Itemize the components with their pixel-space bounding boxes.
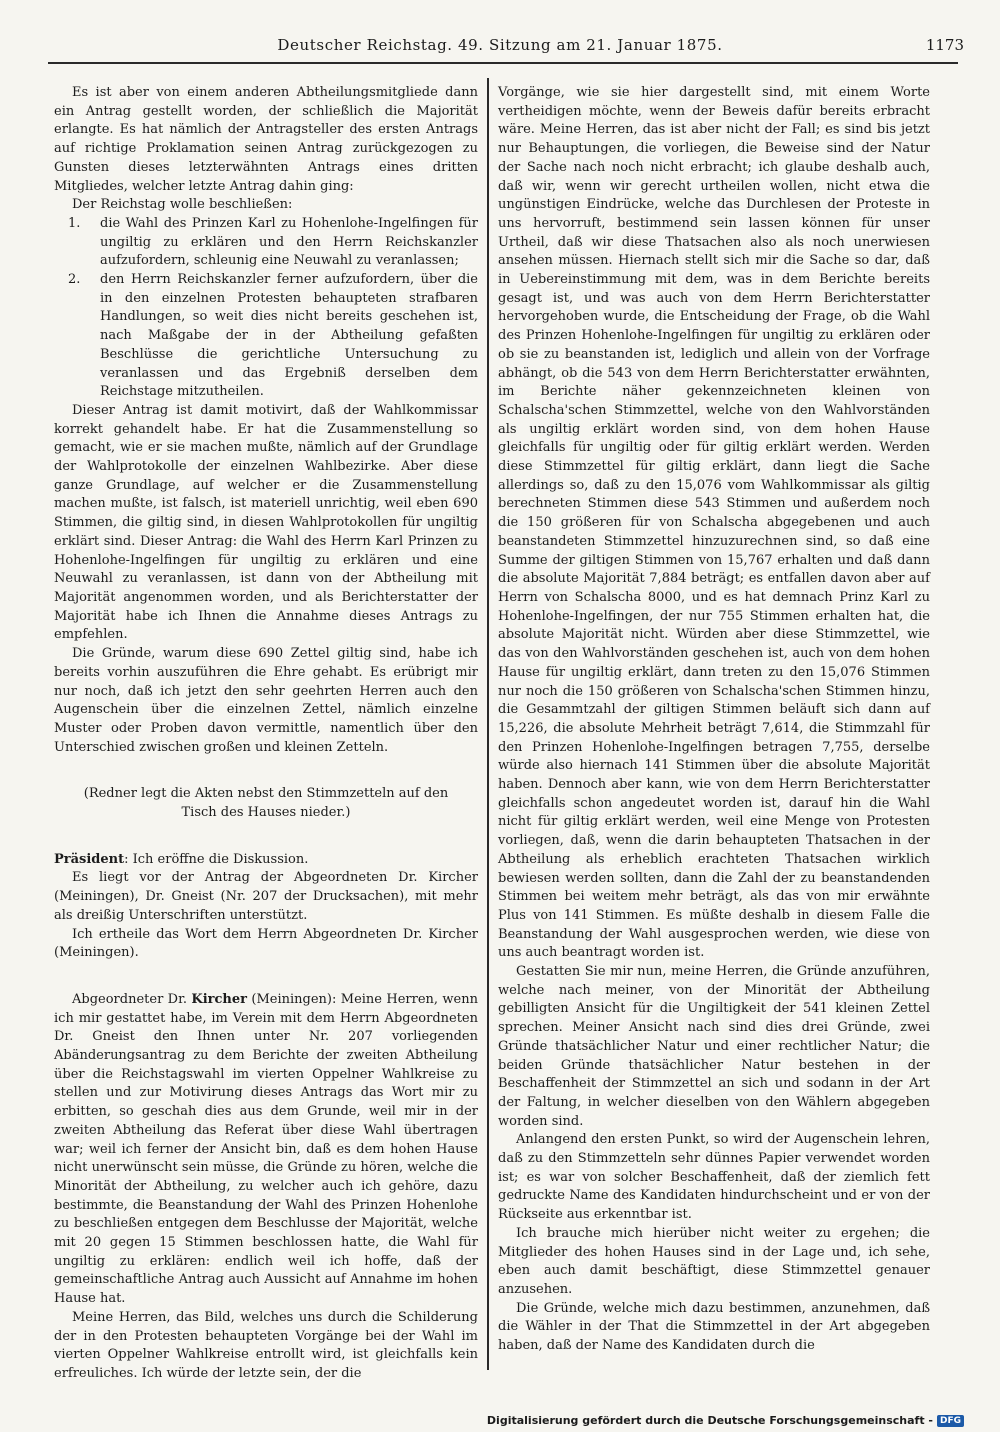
list-number: 2. [68,272,81,288]
paragraph: Ich brauche mich hierüber nicht weiter zu ergehen; die Mitglieder des hohen Hauses sind in der Lage und, ich sehe, eben auch damit beschäftigt, diese Stimmzettel genauer anzusehen. [498,1225,930,1297]
paragraph: Ich ertheile das Wort dem Herrn Abgeordneten Dr. Kircher (Meiningen). [54,926,478,961]
paragraph: Der Reichstag wolle beschließen: [72,197,293,213]
speaker-name: Präsident [54,851,125,867]
running-title: Deutscher Reichstag. 49. Sitzung am 21. Januar 1875. [277,36,723,54]
paragraph: Vorgänge, wie sie hier dargestellt sind, mit einem Worte vertheidigen möchte, wenn der Beweis dafür bereits erbracht wäre. Meine Herren, das ist aber nicht der Fall; es sind bis jetzt nur Behauptungen, die vorliegen, die Beweise sind der Natur der Sache nach noch nicht erbracht; ich glaube deshalb auch, daß wir, wenn wir gerecht urtheilen wollen, nicht etwa die ungünstigen Eindrücke, welche das Durchlesen der Proteste in uns hervorruft, bestimmend sein lassen können für unser Urtheil, daß wir diese Thatsachen also als noch unerwiesen ansehen müssen. Hiernach stellt sich mir die Sache so dar, daß in Uebereinstimmung mit dem, was in dem Berichte bereits gesagt ist, und was auch von dem Herrn Berichterstatter hervorgehoben wurde, die Entscheidung der Frage, ob die Wahl des Prinzen Hohenlohe-Ingelfingen für ungiltig zu erklären oder ob sie zu beanstanden ist, lediglich und allein von der Vorfrage abhängt, ob die 543 von dem Herrn Berichterstatter erwähnten, im Berichte näher gekennzeichneten kleinen von Schalscha'schen Stimmzettel, welche von den Wahlvorständen als ungiltig erklärt worden sind, von dem hohen Hause gleichfalls für ungiltig oder für giltig erklärt werden. Werden diese Stimmzettel für giltig erklärt, dann liegt die Sache allerdings so, daß zu den 15,076 vom Wahlkommissar als giltig berechneten Stimmen diese 543 Stimmen und außerdem noch die 150 größeren für von Schalscha abgegebenen und auch beanstandeten Stimmzettel hinzuzurechnen sind, so daß eine Summe der giltigen Stimmen von 15,767 erhalten und daß dann die absolute Majorität 7,884 beträgt; es entfallen davon aber auf Herrn von Schalscha 8000, und es hat demnach Prinz Karl zu Hohenlohe-Ingelfingen, der nur 755 Stimmen erhalten hat, die absolute Majorität nicht. Würden aber diese Stimmzettel, wie das von den Wahlvorständen geschehen ist, auch von dem hohen Hause für ungiltig erklärt, dann treten zu den 15,076 Stimmen nur noch die 150 größeren von Schalscha'schen Stimmen hinzu, die Gesammtzahl der giltigen Stimmen beläuft sich dann auf 15,226, die absolute Mehrheit beträgt 7,614, die Stimmzahl für den Prinzen Hohenlohe-Ingelfingen betragen 7,755, derselbe würde also hiernach 141 Stimmen über die absolute Majorität haben. Dennoch aber kann, wie von dem Herrn Berichterstatter gleichfalls schon angedeutet worden ist, darauf hin die Wahl nicht für giltig erklärt werden, weil eine Menge von Protesten vorliegen, daß, wenn die darin behaupteten Thatsachen in der Abtheilung als erheblich erachteten Thatsachen wirklich bewiesen werden sollten, dann die Zahl der zu beanstandenden Stimmen bei weitem mehr beträgt, als das von mir erwähnte Plus von 141 Stimmen. Es müßte deshalb in diesem Falle die Beanstandung der Wahl ausgesprochen werden, wie diese von uns auch beantragt worden ist. [498,85,930,961]
header-rule [48,62,958,64]
speech-text: : Ich eröffne die Diskussion. [124,851,309,867]
list-text: die Wahl des Prinzen Karl zu Hohenlohe-Ingelfingen für ungiltig zu erklären und den Herrn Reichskanzler aufzufordern, schleunig eine Neuwahl zu veranlassen; [100,215,478,269]
page-header [0,0,1000,60]
footer-text: Digitalisierung gefördert durch die Deutsche Forschungsgemeinschaft - [486,1414,933,1427]
paragraph: Gestatten Sie mir nun, meine Herren, die Gründe anzuführen, welche nach meiner, von der Minorität der Abtheilung gebilligten Ansicht für die Ungiltigkeit der 541 kleinen Zettel sprechen. Meiner Ansicht nach sind dies drei Gründe, zwei Gründe thatsächlicher Natur und einer rechtlicher Natur; die beiden Gründe thatsächlicher Natur bestehen in der Beschaffenheit der Stimmzettel an sich und sodann in der Art der Faltung, in welcher dieselben von den Wählern abgegeben worden sind. [498,964,930,1129]
speaker-intro: Abgeordneter Dr. [72,991,192,1007]
paragraph: Die Gründe, welche mich dazu bestimmen, anzunehmen, daß die Wähler in der That die Stimmzettel in der Art abgegeben haben, daß der Name des Kandidaten durch die [498,1300,930,1354]
right-column [498,84,930,1370]
list-text: den Herrn Reichskanzler ferner aufzufordern, über die in den einzelnen Protesten behaupteten strafbaren Handlungen, so weit dies nicht bereits geschehen ist, nach Maßgabe der in der Abtheilung gefaßten Beschlüsse die gerichtliche Untersuchung zu veranlassen und das Ergebniß derselben dem Reichstage mitzutheilen. [100,272,478,400]
paragraph: Dieser Antrag ist damit motivirt, daß der Wahlkommissar korrekt gehandelt habe. Er hat die Zusammenstellung so gemacht, wie er sie machen mußte, nämlich auf der Grundlage der Wahlprotokolle der einzelnen Wahlbezirke. Aber diese ganze Grundlage, auf welcher er die Zusammenstellung machen mußte, ist falsch, ist materiell unrichtig, weil eben 690 Stimmen, die giltig sind, in diesen Wahlprotokollen für ungiltig erklärt sind. Dieser Antrag: die Wahl des Herrn Karl Prinzen zu Hohenlohe-Ingelfingen für ungiltig zu erklären und eine Neuwahl zu veranlassen, ist dann von der Abtheilung mit Majorität angenommen worden, und als Berichterstatter der Majorität habe ich Ihnen die Annahme dieses Antrags zu empfehlen. [54,402,478,643]
list-item [68,271,478,402]
list-number: 1. [68,215,81,231]
paragraph: Anlangend den ersten Punkt, so wird der Augenschein lehren, daß zu den Stimmzetteln sehr dünnes Papier verwendet worden ist; es war von solcher Beschaffenheit, daß der ziemlich fett gedruckte Name des Kandidaten hindurchscheint und er von der Rückseite aus erkenntbar ist. [498,1132,930,1223]
list-item [68,215,478,271]
paragraph: Es ist aber von einem anderen Abtheilungsmitgliede dann ein Antrag gestellt worden, der schließlich die Majorität erlangte. Es hat nämlich der Antragsteller des ersten Antrags auf richtige Proklamation seinen Antrag zurückgezogen zu Gunsten dieses letzterwähnten Antrags eines dritten Mitgliedes, welcher letzte Antrag dahin ging: [54,85,478,194]
left-column [54,84,478,1381]
stage-direction: (Redner legt die Akten nebst den Stimmzetteln auf den Tisch des Hauses nieder.) [83,786,449,821]
page-number: 1173 [925,36,964,54]
footer [487,1414,964,1427]
paragraph: Meine Herren, das Bild, welches uns durch die Schilderung der in den Protesten behaupteten Vorgänge bei der Wahl im vierten Oppelner Wahlkreise entrollt wird, ist gleichfalls kein erfreuliches. Ich würde der letzte sein, der die [54,1309,478,1381]
speaker-paragraph [54,851,478,870]
speaker-name: Kircher [191,991,247,1007]
dfg-logo: DFG [937,1415,964,1427]
speaker-paragraph [54,991,478,1309]
speech-text: (Meiningen): Meine Herren, wenn ich mir gestattet habe, im Verein mit dem Herrn Abgeordneten Dr. Gneist den Ihnen unter Nr. 207 vorliegenden Abänderungsantrag zu dem Berichte der zweiten Abtheilung über die Reichstagswahl im vierten Oppelner Wahlkreise zu stellen und zur Motivirung dieses Antrags das Wort mir zu erbitten, so geschah dies aus dem Grunde, weil mir in der zweiten Abtheilung das Referat über diese Wahl übertragen war; weil ich ferner der Ansicht bin, daß es dem hohen Hause nicht unerwünscht sein müsse, die Gründe zu hören, welche die Minorität der Abtheilung, zu welcher auch ich gehöre, dazu bestimmte, die Beanstandung der Wahl des Prinzen Hohenlohe zu beschließen entgegen dem Beschlusse der Majorität, welche mit 20 gegen 15 Stimmen beschlossen hatte, die Wahl für ungiltig zu erklären: endlich weil ich hoffe, daß der gemeinschaftliche Antrag auch Aussicht auf Annahme im hohen Hause hat. [54,991,478,1307]
column-rule [487,78,489,1370]
paragraph: Die Gründe, warum diese 690 Zettel giltig sind, habe ich bereits vorhin auszuführen die Ehre gehabt. Es erübrigt mir nur noch, daß ich jetzt den sehr geehrten Herren auch den Augenschein über die einzelnen Zettel, nämlich einzelne Muster oder Proben davon vermittle, namentlich über den Unterschied zwischen großen und kleinen Zetteln. [54,646,478,755]
paragraph: Es liegt vor der Antrag der Abgeordneten Dr. Kircher (Meiningen), Dr. Gneist (Nr. 207 der Drucksachen), mit mehr als dreißig Unterschriften unterstützt. [54,870,478,923]
